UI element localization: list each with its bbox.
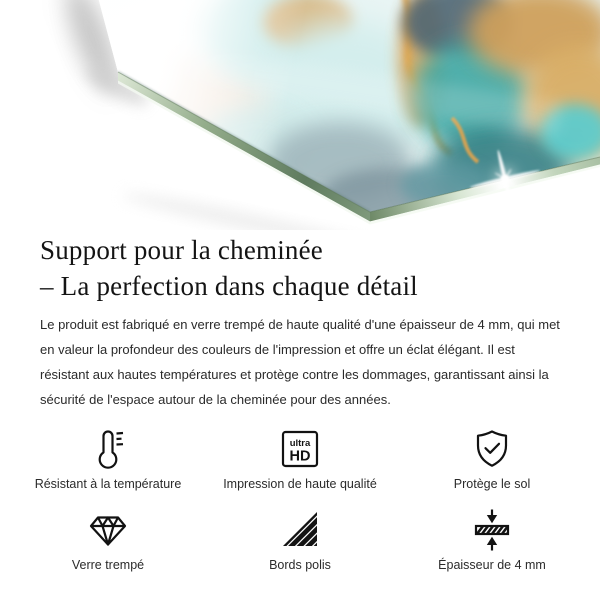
shield-check-icon [470,426,514,472]
feature-label: Épaisseur de 4 mm [438,558,546,572]
page-title-line1: Support pour la cheminée [40,235,323,265]
page-title [40,232,560,304]
glass-panel-photo [0,0,600,230]
feature-print-quality [204,426,396,491]
feature-temperature [12,426,204,491]
feature-polished-edges [204,507,396,572]
feature-tempered-glass [12,507,204,572]
feature-label: Verre trempé [71,558,145,572]
feature-grid [0,426,600,572]
polished-edges-icon [278,507,322,553]
ultra-hd-icon [278,426,322,472]
page-title-line2: – La perfection dans chaque détail [40,271,418,301]
product-description: Le produit est fabriqué en verre trempé de haute qualité d'une épaisseur de 4 mm, qui met en valeur la profondeur des couleurs de l'impression et offre un éclat élégant. Il est résistant aux hautes températures et protège contre les dommages, garantissant ainsi la sécurité de l'espace autour de la cheminée pour des années. [40,317,560,407]
feature-label: Protège le sol [453,477,531,491]
svg-text:HD: HD [289,448,311,465]
hero-product-image [0,0,600,230]
feature-thickness [396,507,588,572]
feature-label: Bords polis [269,558,331,572]
diamond-icon [86,507,130,553]
svg-text:ultra: ultra [289,438,311,449]
feature-label: Résistant à la température [34,477,182,491]
feature-label: Impression de haute qualité [223,477,377,491]
thickness-4mm-icon [470,507,514,553]
feature-floor-protection [396,426,588,491]
thermometer-icon [86,426,130,472]
